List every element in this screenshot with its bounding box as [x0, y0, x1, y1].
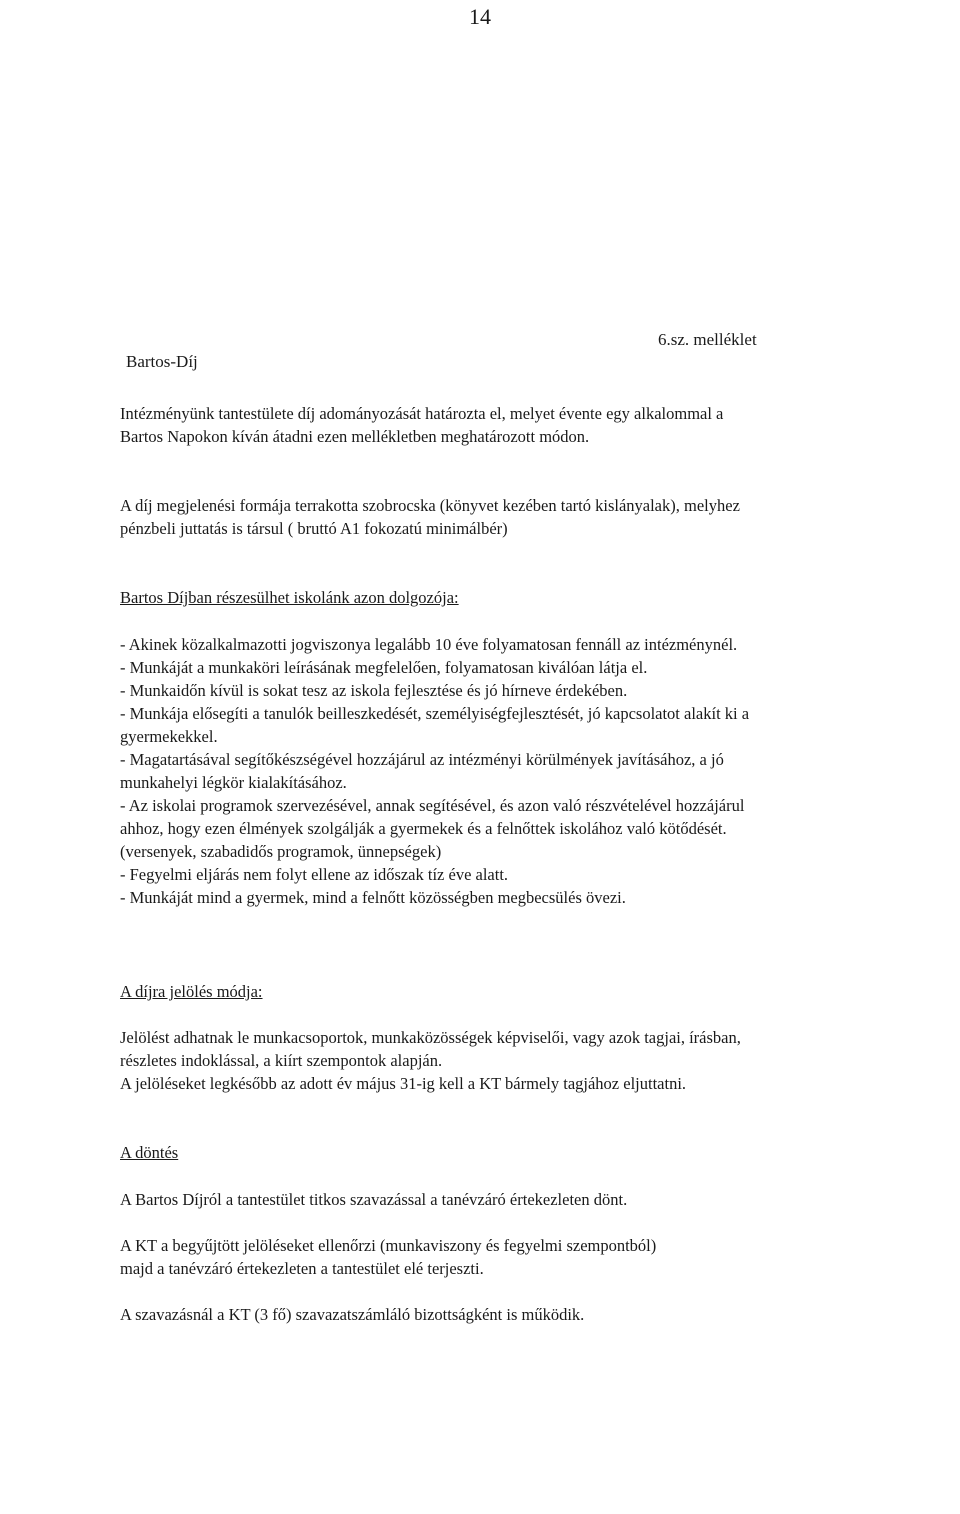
- annex-label: 6.sz. melléklet: [658, 330, 757, 349]
- award-form-paragraph: [120, 494, 770, 540]
- list-item: - Fegyelmi eljárás nem folyt ellene az időszak tíz éve alatt.: [120, 865, 509, 884]
- decision-paragraph-1: [120, 1188, 770, 1211]
- nomination-body: [120, 1026, 770, 1095]
- intro-text: Intézményünk tantestülete díj adományozását határozta el, melyet évente egy alkalommal a Bartos Napokon kíván átadni ezen mellékletben meghatározott módon.: [120, 404, 724, 446]
- decision-section: [120, 1141, 770, 1164]
- list-item: - Az iskolai programok szervezésével, annak segítésével, és azon való részvételével hozzájárul ahhoz, hogy ezen élmények szolgálják a gyermekek és a felnőttek iskolához való kötődését.(versenyek, szabadidős programok, ünnepségek): [120, 796, 745, 861]
- decision-paragraph-3: [120, 1303, 770, 1326]
- nomination-paragraph: A jelöléseket legkésőbb az adott év május 31-ig kell a KT bármely tagjához eljuttatni.: [120, 1074, 687, 1093]
- award-form-text: A díj megjelenési formája terrakotta szobrocska (könyvet kezében tartó kislányalak), melyhez pénzbeli juttatás is társul ( bruttó A1 fokozatú minimálbér): [120, 496, 740, 538]
- list-item: - Akinek közalkalmazotti jogviszonya legalább 10 éve folyamatosan fennáll az intézménynél.: [120, 635, 738, 654]
- eligibility-list: [120, 633, 765, 909]
- page-number: 14: [469, 4, 491, 29]
- nomination-paragraph: Jelölést adhatnak le munkacsoportok, munkaközösségek képviselői, vagy azok tagjai, írásban, részletes indoklással, a kiírt szempontok alapján.: [120, 1028, 741, 1070]
- decision-paragraph: A szavazásnál a KT (3 fő) szavazatszámláló bizottságként is működik.: [120, 1305, 585, 1324]
- eligibility-section: [120, 586, 770, 609]
- decision-heading: A döntés: [120, 1143, 179, 1162]
- list-item: - Magatartásával segítőkészségével hozzájárul az intézményi körülmények javításához, a jó munkahelyi légkör kialakításához.: [120, 750, 724, 792]
- list-item: - Munkáját mind a gyermek, mind a felnőtt közösségben megbecsülés övezi.: [120, 888, 626, 907]
- list-item: - Munkaidőn kívül is sokat tesz az iskola fejlesztése és jó hírneve érdekében.: [120, 681, 628, 700]
- decision-paragraph: A Bartos Díjról a tantestület titkos szavazással a tanévzáró értekezleten dönt.: [120, 1190, 628, 1209]
- decision-paragraph: A KT a begyűjtött jelöléseket ellenőrzi (munkaviszony és fegyelmi szempontból) majd a tanévzáró értekezleten a tantestület elé terjeszti.: [120, 1236, 657, 1278]
- nomination-heading: A díjra jelölés módja:: [120, 982, 263, 1001]
- intro-paragraph: [120, 402, 770, 448]
- nomination-section: [120, 980, 770, 1003]
- list-item: - Munkáját a munkaköri leírásának megfelelően, folyamatosan kiválóan látja el.: [120, 658, 648, 677]
- decision-paragraph-2: [120, 1234, 680, 1280]
- list-item: - Munkája elősegíti a tanulók beilleszkedését, személyiségfejlesztését, jó kapcsolatot alakít ki a gyermekekkel.: [120, 704, 750, 746]
- document-title: Bartos-Díj: [126, 352, 198, 371]
- eligibility-heading: Bartos Díjban részesülhet iskolánk azon dolgozója:: [120, 588, 459, 607]
